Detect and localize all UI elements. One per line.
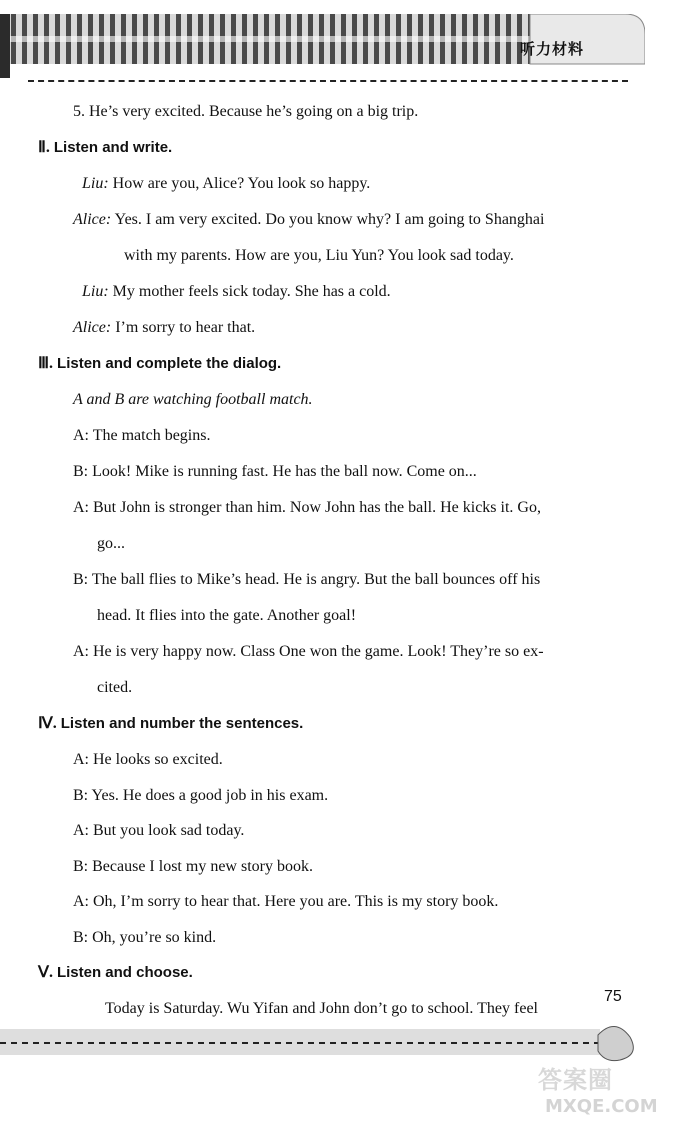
section-5-heading xyxy=(38,963,193,983)
section-numeral: Ⅳ. xyxy=(38,715,57,732)
dialog-line: Liu: How are you, Alice? You look so happy. xyxy=(82,175,371,192)
watermark-logo: 答案圈 xyxy=(538,1066,613,1094)
dialog-line: A: The match begins. xyxy=(73,427,211,444)
dialog-line: B: Because I lost my new story book. xyxy=(73,858,313,875)
dialog-line: A: But John is stronger than him. Now John has the ball. He kicks it. Go, xyxy=(73,499,541,516)
passage-text: Today is Saturday. Wu Yifan and John don’t go to school. They feel xyxy=(105,1000,538,1017)
dialog-line: A: But you look sad today. xyxy=(73,822,245,839)
dialog-line: cited. xyxy=(97,679,133,696)
section-numeral: Ⅱ. xyxy=(38,139,50,156)
page-number: 75 xyxy=(604,988,622,1005)
item-5-text: 5. He’s very excited. Because he’s going on a big trip. xyxy=(73,103,419,120)
dialog-line: B: The ball flies to Mike’s head. He is angry. But the ball bounces off his xyxy=(73,571,541,588)
section-3-heading xyxy=(38,354,281,374)
dialog-line: with my parents. How are you, Liu Yun? You look sad today. xyxy=(124,247,514,264)
dialog-line: B: Oh, you’re so kind. xyxy=(73,929,217,946)
dialog-line: A: He is very happy now. Class One won the game. Look! They’re so ex- xyxy=(73,643,544,660)
section-title: Listen and choose. xyxy=(56,964,193,981)
header-dashed-rule xyxy=(28,80,628,82)
dialog-line: head. It flies into the gate. Another goal! xyxy=(97,607,357,624)
dialog-line: A: Oh, I’m sorry to hear that. Here you are. This is my story book. xyxy=(73,893,499,910)
dialog-line: B: Yes. He does a good job in his exam. xyxy=(73,787,329,804)
section-numeral: Ⅴ. xyxy=(38,964,53,981)
dialog-line: go... xyxy=(97,535,125,552)
header-label: 听力材料 xyxy=(520,40,585,58)
section-title: Listen and number the sentences. xyxy=(60,715,304,732)
section-4-heading xyxy=(38,714,303,734)
dialog-line: B: Look! Mike is running fast. He has the ball now. Come on... xyxy=(73,463,477,480)
section-title: Listen and write. xyxy=(53,139,173,156)
watermark-url: MXQE.COM xyxy=(545,1096,658,1117)
dialog-line: Alice: Yes. I am very excited. Do you know why? I am going to Shanghai xyxy=(73,211,545,228)
section-numeral: Ⅲ. xyxy=(38,355,54,372)
dialog-line: A: He looks so excited. xyxy=(73,751,223,768)
section-title: Listen and complete the dialog. xyxy=(57,355,282,372)
dialog-line: Liu: My mother feels sick today. She has a cold. xyxy=(82,283,391,300)
scene-description: A and B are watching football match. xyxy=(73,391,313,408)
section-2-heading xyxy=(38,138,172,158)
dialog-line: Alice: I’m sorry to hear that. xyxy=(73,319,256,336)
